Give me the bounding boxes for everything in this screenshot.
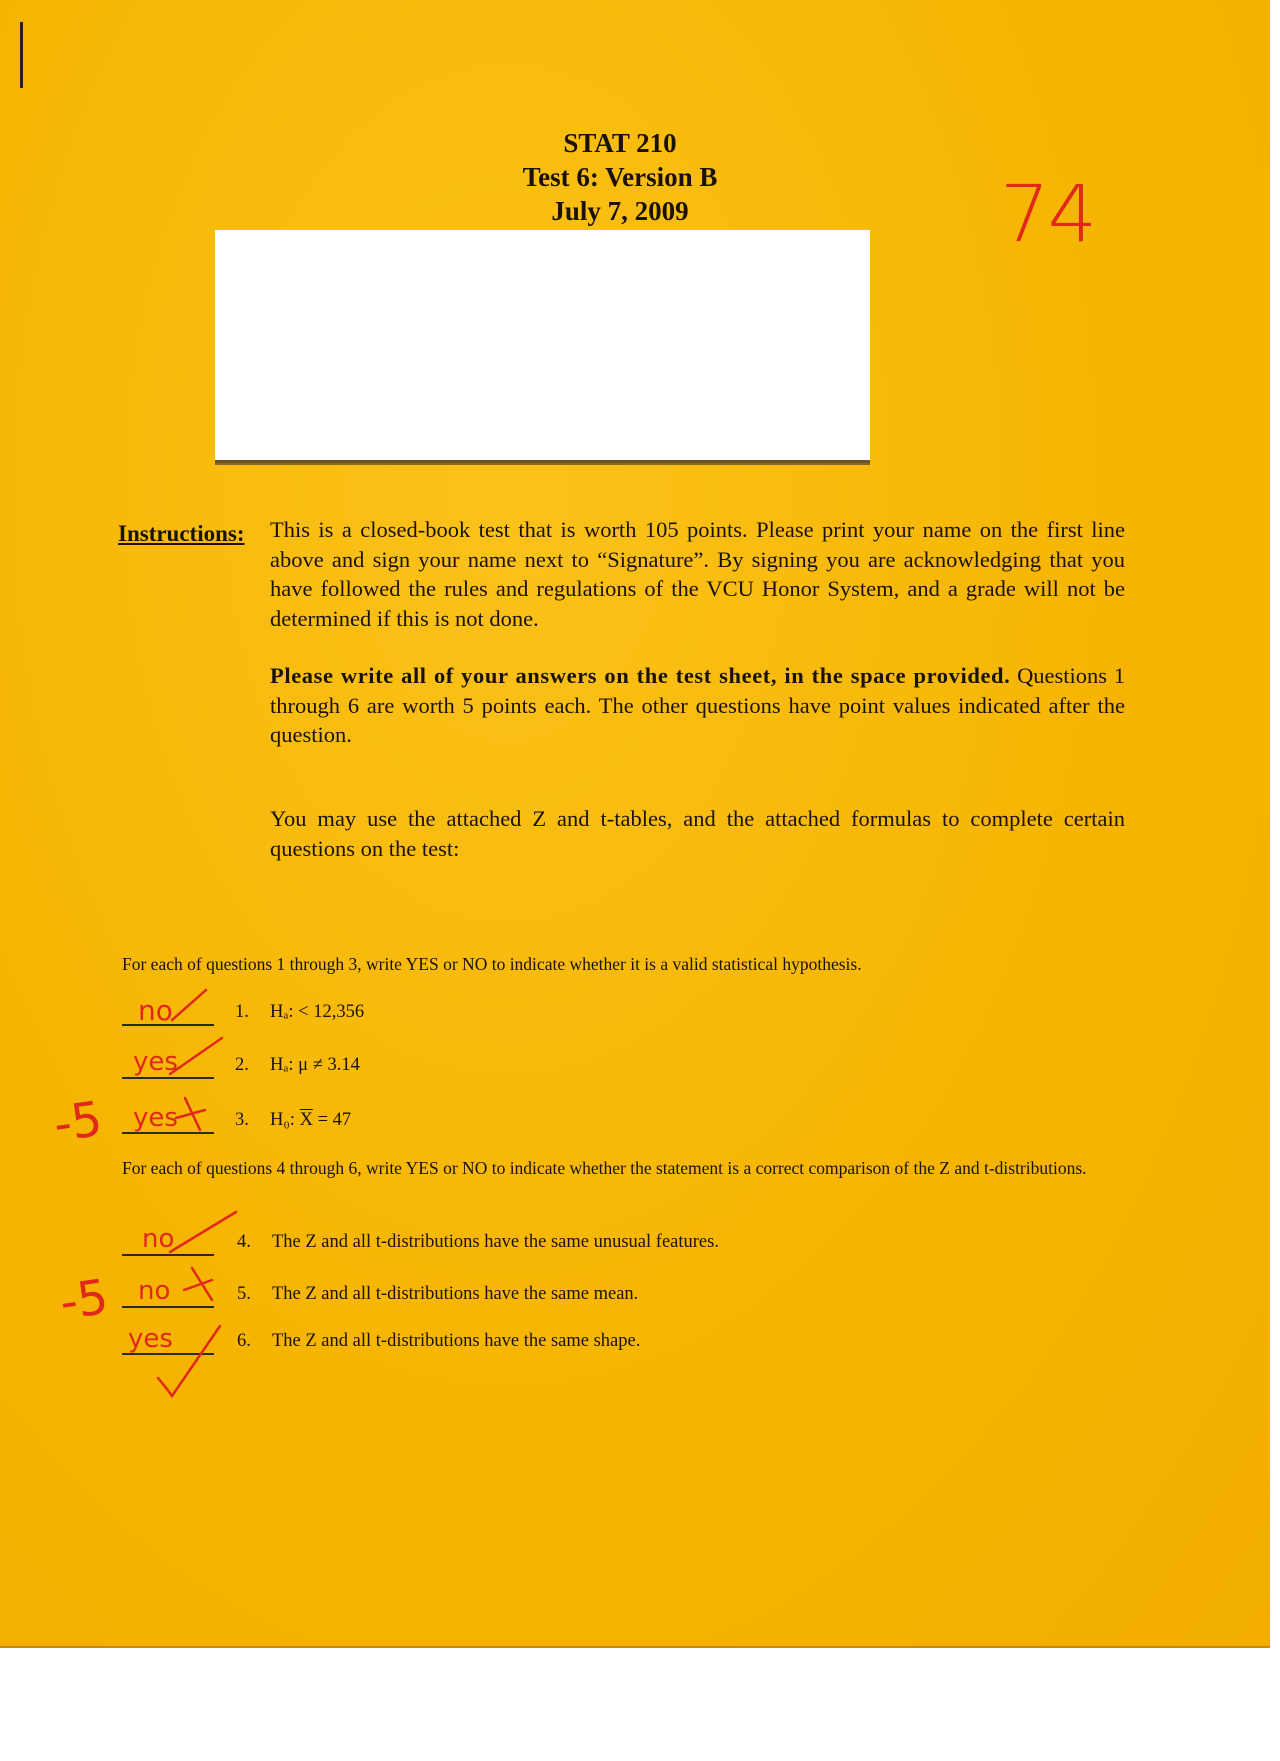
answer-1-handwritten: no — [138, 994, 173, 1027]
section2-deduction: -5 — [56, 1268, 112, 1332]
test-title: Test 6: Version B — [522, 162, 718, 192]
question-4: 4. The Z and all t-distributions have the same unusual features. — [237, 1232, 719, 1252]
answer-6-handwritten: yes — [128, 1324, 173, 1354]
answer-line-6 — [122, 1353, 214, 1355]
section1-deduction: -5 — [50, 1090, 106, 1154]
redacted-name-box — [215, 230, 870, 463]
instructions-paragraph-1: This is a closed-book test that is worth 105 points. Please print your name on the first line above and sign your name next to “Signature”. By signing you are acknowledging that you have followed the rules and regulations of the VCU Honor System, and a grade will not be determined if this is not done. — [270, 517, 1125, 631]
question-6: 6. The Z and all t-distributions have the same shape. — [237, 1331, 641, 1351]
question-6-text: The Z and all t-distributions have the same shape. — [272, 1331, 641, 1351]
score-handwritten: 74 — [1000, 170, 1096, 260]
section1-note: For each of questions 1 through 3, write YES or NO to indicate whether it is a valid statistical hypothesis. — [122, 954, 862, 974]
section2-note: For each of questions 4 through 6, write YES or NO to indicate whether the statement is a correct comparison of the Z and t-distributions. — [122, 1158, 1087, 1178]
answer-line-1 — [122, 1024, 214, 1026]
question-1-text: Hₐ: < 12,356 — [270, 1002, 365, 1022]
course-title: STAT 210 — [563, 128, 677, 158]
instructions-paragraph-2-rest: Questions 1 through 6 are worth 5 points each. The other questions have point values indicated after the question. — [270, 663, 1125, 747]
test-date: July 7, 2009 — [551, 196, 689, 226]
answer-line-4 — [122, 1254, 214, 1256]
instructions-label: Instructions: — [118, 521, 245, 546]
instructions-paragraph-3: You may use the attached Z and t-tables, and the attached formulas to complete certain questions on the test: — [270, 806, 1125, 861]
answer-line-2 — [122, 1077, 214, 1079]
margin-mark — [20, 22, 23, 88]
question-5: 5. The Z and all t-distributions have the same mean. — [237, 1284, 639, 1304]
question-1: 1. Hₐ: < 12,356 — [235, 1002, 365, 1022]
question-4-text: The Z and all t-distributions have the same unusual features. — [272, 1232, 719, 1252]
sheet-edge — [0, 1646, 1270, 1648]
answer-line-3 — [122, 1132, 214, 1134]
question-5-text: The Z and all t-distributions have the same mean. — [272, 1284, 639, 1304]
answer-2-handwritten: yes — [133, 1047, 178, 1077]
question-3: 3. H₀: $\overline{X} = 47$ — [235, 1110, 352, 1130]
answer-4-handwritten: no — [142, 1224, 175, 1254]
answer-5-handwritten: no — [138, 1276, 171, 1306]
instructions-bold-lead: Please write all of your answers on the test sheet, in the space provided. — [270, 663, 1011, 688]
instructions-paragraph-2 — [270, 661, 1125, 750]
answer-line-5 — [122, 1306, 214, 1308]
answer-3-handwritten: yes — [133, 1103, 178, 1133]
question-2-text: Hₐ: μ ≠ 3.14 — [270, 1055, 360, 1075]
question-2: 2. Hₐ: μ ≠ 3.14 — [235, 1055, 360, 1075]
